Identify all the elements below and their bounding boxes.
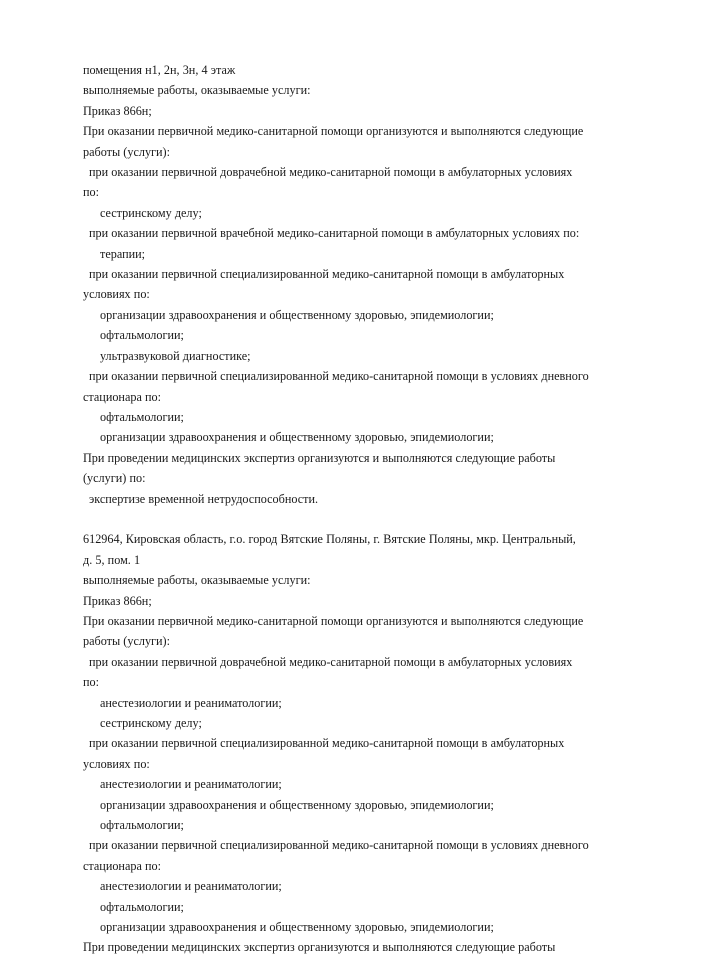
text-line: при оказании первичной специализированной медико-санитарной помощи в амбулаторных <box>89 736 565 751</box>
text-line: по: <box>83 185 100 200</box>
text-block <box>83 60 680 509</box>
text-line: по: <box>83 675 100 690</box>
text-line: выполняемые работы, оказываемые услуги: <box>83 83 311 98</box>
text-line: офтальмологии; <box>100 328 184 343</box>
text-line: организации здравоохранения и общественному здоровью, эпидемиологии; <box>100 430 494 445</box>
text-line: работы (услуги): <box>83 634 171 649</box>
text-line: терапии; <box>100 246 146 261</box>
text-line: условиях по: <box>83 287 150 302</box>
text-line: При проведении медицинских экспертиз организуются и выполняются следующие работы <box>83 940 556 955</box>
text-line: 612964, Кировская область, г.о. город Вятские Поляны, г. Вятские Поляны, мкр. Центральный, <box>83 532 576 547</box>
text-line: организации здравоохранения и общественному здоровью, эпидемиологии; <box>100 797 494 812</box>
text-line: анестезиологии и реаниматологии; <box>100 695 282 710</box>
text-line: работы (услуги): <box>83 144 171 159</box>
text-line: при оказании первичной специализированной медико-санитарной помощи в амбулаторных <box>89 267 565 282</box>
text-line: при оказании первичной врачебной медико-санитарной помощи в амбулаторных условиях по: <box>89 226 580 241</box>
text-line: при оказании первичной доврачебной медико-санитарной помощи в амбулаторных условиях <box>89 165 573 180</box>
text-line: сестринскому делу; <box>100 205 202 220</box>
text-line: анестезиологии и реаниматологии; <box>100 879 282 894</box>
text-line: условиях по: <box>83 756 150 771</box>
text-line: При проведении медицинских экспертиз организуются и выполняются следующие работы <box>83 450 556 465</box>
text-line: (услуги) по: <box>83 471 146 486</box>
text-line: выполняемые работы, оказываемые услуги: <box>83 573 311 588</box>
text-line: организации здравоохранения и общественному здоровью, эпидемиологии; <box>100 307 494 322</box>
text-line: Приказ 866н; <box>83 593 152 608</box>
text-line: При оказании первичной медико-санитарной помощи организуются и выполняются следующие <box>83 613 584 628</box>
text-line: при оказании первичной доврачебной медико-санитарной помощи в амбулаторных условиях <box>89 654 573 669</box>
text-line: ультразвуковой диагностике; <box>100 348 251 363</box>
text-line: офтальмологии; <box>100 899 184 914</box>
text-line: При оказании первичной медико-санитарной помощи организуются и выполняются следующие <box>83 124 584 139</box>
text-line: д. 5, пом. 1 <box>83 552 141 567</box>
text-line: анестезиологии и реаниматологии; <box>100 777 282 792</box>
document-text-body <box>83 60 680 958</box>
text-line: помещения н1, 2н, 3н, 4 этаж <box>83 63 236 77</box>
text-block <box>83 529 680 958</box>
text-line: экспертизе временной нетрудоспособности. <box>89 491 319 506</box>
text-line: при оказании первичной специализированной медико-санитарной помощи в условиях дневного <box>89 838 589 853</box>
text-line: стационара по: <box>83 858 162 873</box>
text-line: Приказ 866н; <box>83 103 152 118</box>
text-line: сестринскому делу; <box>100 715 202 730</box>
text-line: при оказании первичной специализированной медико-санитарной помощи в условиях дневного <box>89 369 589 384</box>
text-line: стационара по: <box>83 389 162 404</box>
text-line: офтальмологии; <box>100 409 184 424</box>
text-line: офтальмологии; <box>100 818 184 833</box>
text-line: организации здравоохранения и общественному здоровью, эпидемиологии; <box>100 920 494 935</box>
